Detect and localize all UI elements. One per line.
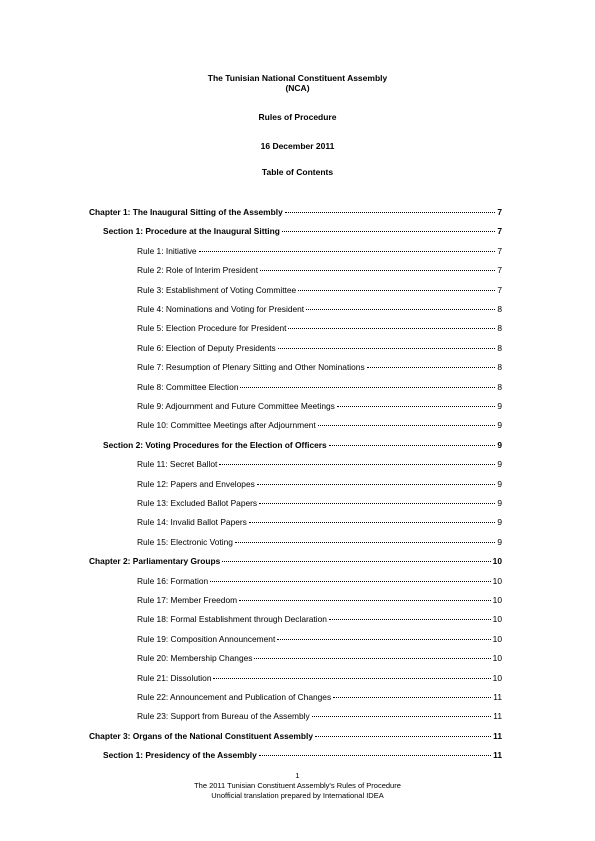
toc-dot-leader: [337, 398, 495, 407]
toc-dot-leader: [259, 495, 495, 504]
toc-dot-leader: [210, 573, 490, 582]
toc-dot-leader: [312, 708, 492, 717]
toc-chapter-entry[interactable]: [89, 206, 502, 217]
toc-dot-leader: [318, 417, 496, 426]
toc-entry-label: Chapter 3: Organs of the National Constituent Assembly: [89, 730, 313, 741]
toc-entry-label: Rule 23: Support from Bureau of the Assembly: [137, 711, 310, 722]
toc-entry-page-number: 9: [497, 536, 502, 547]
toc-entry-label: Rule 21: Dissolution: [137, 672, 212, 683]
toc-entry-page-number: 9: [497, 439, 502, 450]
toc-rule-entry[interactable]: [137, 361, 502, 372]
toc-entry-page-number: 10: [492, 556, 502, 567]
toc-entry-label: Rule 20: Membership Changes: [137, 653, 253, 664]
toc-entry-page-number: 7: [497, 265, 502, 276]
toc-dot-leader: [329, 611, 491, 620]
toc-section-entry[interactable]: [103, 225, 502, 236]
toc-entry-page-number: 10: [492, 614, 502, 625]
toc-dot-leader: [278, 340, 496, 349]
toc-entry-page-number: 8: [497, 323, 502, 334]
toc-entry-page-number: 9: [497, 517, 502, 528]
toc-rule-entry[interactable]: [137, 691, 502, 702]
toc-entry-label: Section 2: Voting Procedures for the Election of Officers: [103, 439, 327, 450]
toc-entry-label: Rule 19: Composition Announcement: [137, 633, 276, 644]
title-line-2: (NCA): [285, 83, 310, 93]
footer-page-number: 1: [295, 771, 300, 780]
toc-entry-page-number: 8: [497, 381, 502, 392]
toc-rule-entry[interactable]: [137, 264, 502, 275]
toc-dot-leader: [285, 204, 496, 213]
toc-rule-entry[interactable]: [137, 322, 502, 333]
toc-entry-label: Section 1: Presidency of the Assembly: [103, 750, 257, 761]
toc-rule-entry[interactable]: [137, 672, 502, 683]
toc-entry-page-number: 11: [493, 711, 502, 722]
toc-entry-page-number: 7: [497, 245, 502, 256]
toc-rule-entry[interactable]: [137, 594, 502, 605]
toc-heading: Table of Contents: [261, 167, 334, 177]
toc-entry-label: Rule 7: Resumption of Plenary Sitting and Other Nominations: [137, 362, 365, 373]
toc-dot-leader: [277, 631, 490, 640]
toc-chapter-entry[interactable]: [89, 730, 502, 741]
toc-dot-leader: [249, 514, 495, 523]
toc-rule-entry[interactable]: [137, 458, 502, 469]
toc-dot-leader: [239, 592, 491, 601]
toc-entry-label: Rule 4: Nominations and Voting for President: [137, 304, 305, 314]
toc-entry-label: Rule 12: Papers and Envelopes: [137, 478, 255, 489]
toc-dot-leader: [213, 670, 490, 679]
toc-entry-page-number: 9: [497, 401, 502, 411]
toc-entry-label: Rule 6: Election of Deputy Presidents: [137, 342, 276, 353]
toc-section-entry[interactable]: [103, 749, 502, 760]
toc-dot-leader: [367, 359, 496, 368]
toc-rule-entry[interactable]: [137, 613, 502, 624]
toc-entry-page-number: 8: [497, 362, 502, 373]
toc-entry-label: Rule 1: Initiative: [137, 245, 197, 256]
toc-dot-leader: [288, 320, 495, 329]
toc-dot-leader: [260, 262, 495, 271]
toc-rule-entry[interactable]: [137, 710, 502, 721]
toc-entry-page-number: 10: [492, 595, 502, 605]
toc-dot-leader: [257, 476, 496, 485]
toc-entry-label: Chapter 2: Parliamentary Groups: [89, 556, 221, 567]
toc-rule-entry[interactable]: [137, 419, 502, 430]
toc-rule-entry[interactable]: [137, 536, 502, 547]
toc-dot-leader: [329, 437, 496, 446]
toc-entry-page-number: 9: [497, 459, 502, 470]
toc-dot-leader: [298, 282, 495, 291]
toc-entry-page-number: 9: [497, 478, 502, 489]
toc-dot-leader: [254, 650, 490, 659]
toc-entry-page-number: 11: [493, 730, 502, 741]
toc-entry-page-number: 10: [492, 575, 502, 586]
toc-rule-entry[interactable]: [137, 478, 502, 489]
toc-dot-leader: [219, 456, 495, 465]
toc-entry-label: Rule 15: Electronic Voting: [137, 536, 233, 547]
toc-entry-label: Rule 10: Committee Meetings after Adjournment: [137, 420, 316, 431]
toc-entry-label: Rule 9: Adjournment and Future Committee Meetings: [137, 401, 335, 411]
toc-rule-entry[interactable]: [137, 516, 502, 527]
document-title: [0, 73, 595, 93]
toc-entry-label: Rule 22: Announcement and Publication of Changes: [137, 692, 332, 702]
toc-dot-leader: [333, 689, 491, 698]
toc-chapter-entry[interactable]: [89, 555, 502, 566]
toc-entry-page-number: 10: [492, 653, 502, 664]
toc-rule-entry[interactable]: [137, 400, 502, 411]
toc-entry-page-number: 10: [492, 633, 502, 644]
toc-rule-entry[interactable]: [137, 575, 502, 586]
toc-entry-label: Rule 14: Invalid Ballot Papers: [137, 517, 247, 528]
toc-entry-page-number: 11: [493, 692, 502, 702]
title-line-1: The Tunisian National Constituent Assembly: [207, 73, 388, 83]
toc-rule-entry[interactable]: [137, 633, 502, 644]
toc-rule-entry[interactable]: [137, 303, 502, 314]
toc-entry-page-number: 10: [492, 672, 502, 683]
toc-entry-label: Rule 13: Excluded Ballot Papers: [137, 498, 258, 508]
toc-rule-entry[interactable]: [137, 284, 502, 295]
toc-dot-leader: [240, 379, 495, 388]
toc-entry-label: Rule 3: Establishment of Voting Committee: [137, 284, 297, 295]
toc-dot-leader: [282, 223, 495, 232]
toc-entry-label: Section 1: Procedure at the Inaugural Sitting: [103, 226, 280, 237]
toc-dot-leader: [259, 747, 491, 756]
toc-entry-label: Rule 8: Committee Election: [137, 381, 239, 392]
toc-entry-label: Rule 11: Secret Ballot: [137, 459, 218, 470]
toc-rule-entry[interactable]: [137, 497, 502, 508]
footer-line-2: Unofficial translation prepared by International IDEA: [211, 791, 384, 800]
toc-entry-page-number: 11: [493, 750, 502, 761]
toc-dot-leader: [199, 243, 496, 252]
document-subtitle: Rules of Procedure: [258, 112, 337, 122]
toc-entry-page-number: 9: [497, 420, 502, 431]
toc-entry-page-number: 7: [497, 226, 502, 237]
toc-section-entry[interactable]: [103, 439, 502, 450]
toc-entry-page-number: 8: [497, 304, 502, 314]
toc-entry-page-number: 7: [497, 284, 502, 295]
toc-entry-label: Rule 18: Formal Establishment through Declaration: [137, 614, 327, 625]
toc-rule-entry[interactable]: [137, 652, 502, 663]
toc-entry-label: Rule 2: Role of Interim President: [137, 265, 259, 276]
toc-entry-label: Chapter 1: The Inaugural Sitting of the Assembly: [89, 207, 283, 217]
toc-dot-leader: [235, 534, 495, 543]
toc-entry-label: Rule 17: Member Freedom: [137, 595, 238, 605]
document-date: 16 December 2011: [260, 141, 335, 151]
toc-entry-label: Rule 16: Formation: [137, 575, 209, 586]
toc-dot-leader: [222, 553, 490, 562]
toc-dot-leader: [306, 301, 495, 310]
toc-entry-page-number: 9: [497, 498, 502, 508]
page-footer: [0, 771, 595, 801]
toc-entry-page-number: 8: [497, 342, 502, 353]
toc-dot-leader: [315, 728, 491, 737]
toc-rule-entry[interactable]: [137, 245, 502, 256]
toc-rule-entry[interactable]: [137, 342, 502, 353]
toc-rule-entry[interactable]: [137, 381, 502, 392]
toc-entry-page-number: 7: [497, 207, 502, 217]
toc-entry-label: Rule 5: Election Procedure for President: [137, 323, 287, 334]
footer-line-1: The 2011 Tunisian Constituent Assembly's Rules of Procedure: [194, 781, 401, 790]
